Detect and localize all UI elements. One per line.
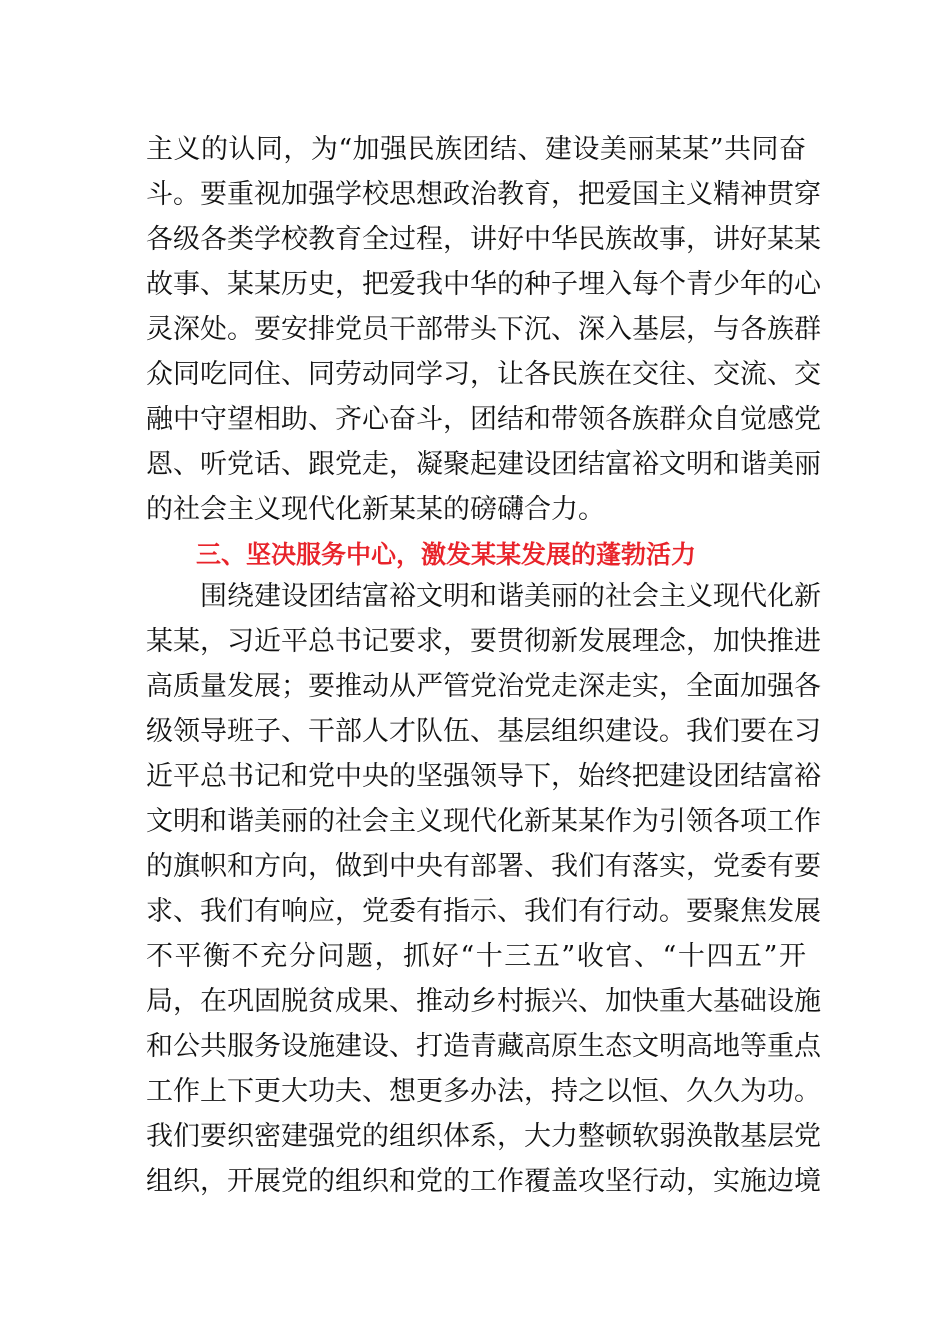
text-line: 组织，开展党的组织和党的工作覆盖攻坚行动，实施边境 [146, 1166, 821, 1197]
text-line: 斗。要重视加强学校思想政治教育，把爱国主义精神贯穿 [146, 179, 821, 210]
text-line: 众同吃同住、同劳动同学习，让各民族在交往、交流、交 [146, 359, 821, 390]
text-line: 的旗帜和方向，做到中央有部署、我们有落实，党委有要 [146, 851, 821, 882]
text-line: 文明和谐美丽的社会主义现代化新某某作为引领各项工作 [146, 806, 821, 837]
text-line: 局，在巩固脱贫成果、推动乡村振兴、加快重大基础设施 [146, 986, 821, 1017]
text-line: 围绕建设团结富裕文明和谐美丽的社会主义现代化新 [200, 581, 821, 612]
text-line: 故事、某某历史，把爱我中华的种子埋入每个青少年的心 [146, 269, 821, 300]
text-line: 主义的认同，为“加强民族团结、建设美丽某某”共同奋 [146, 134, 806, 165]
text-line: 各级各类学校教育全过程，讲好中华民族故事，讲好某某 [146, 224, 821, 255]
text-line: 的社会主义现代化新某某的磅礴合力。 [146, 494, 605, 525]
text-line: 某某，习近平总书记要求，要贯彻新发展理念，加快推进 [146, 626, 821, 657]
text-line: 我们要织密建强党的组织体系，大力整顿软弱涣散基层党 [146, 1121, 821, 1152]
text-line: 高质量发展；要推动从严管党治党走深走实，全面加强各 [146, 671, 821, 702]
text-line: 和公共服务设施建设、打造青藏高原生态文明高地等重点 [146, 1031, 821, 1062]
text-line: 恩、听党话、跟党走，凝聚起建设团结富裕文明和谐美丽 [146, 449, 821, 480]
text-line: 近平总书记和党中央的坚强领导下，始终把建设团结富裕 [146, 761, 821, 792]
text-line: 融中守望相助、齐心奋斗，团结和带领各族群众自觉感党 [146, 404, 821, 435]
text-line: 不平衡不充分问题，抓好“十三五”收官、“十四五”开 [146, 941, 806, 972]
text-line: 级领导班子、干部人才队伍、基层组织建设。我们要在习 [146, 716, 821, 747]
text-line: 工作上下更大功夫、想更多办法，持之以恒、久久为功。 [146, 1076, 821, 1107]
section-heading: 三、坚决服务中心，激发某某发展的蓬勃活力 [196, 540, 697, 569]
text-line: 求、我们有响应，党委有指示、我们有行动。要聚焦发展 [146, 896, 821, 927]
text-line: 灵深处。要安排党员干部带头下沉、深入基层，与各族群 [146, 314, 821, 345]
